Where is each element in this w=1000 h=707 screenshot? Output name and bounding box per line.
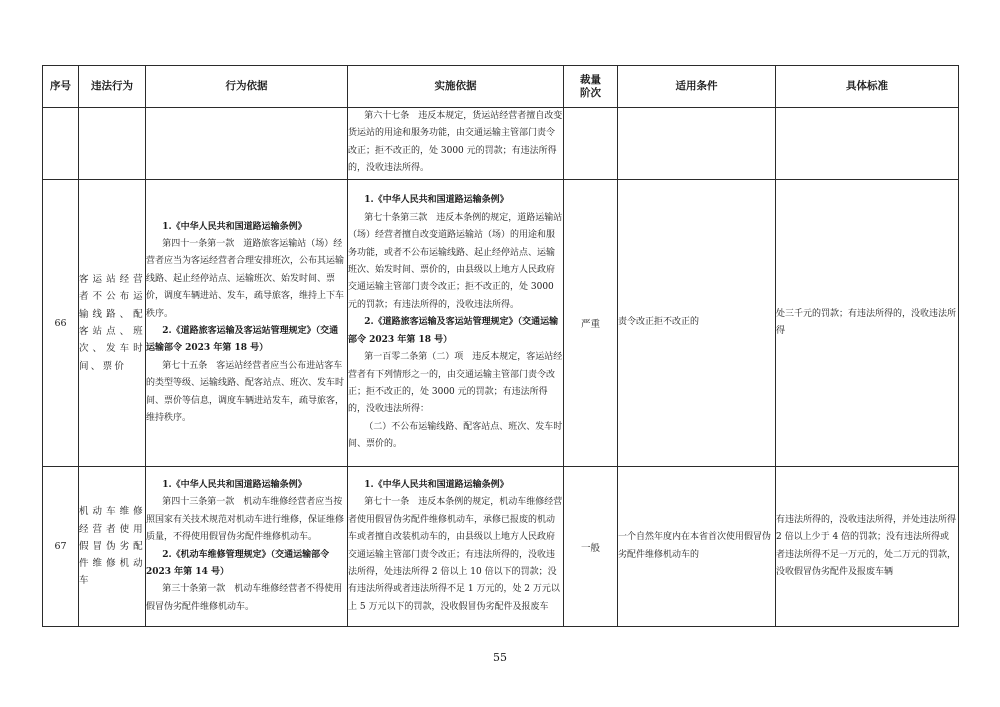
- table-row: [43, 180, 959, 467]
- basis-paragraph: 2.《道路旅客运输及客运站管理规定》（交通运输部令 2023 年第 18 号）: [146, 326, 339, 354]
- impl-paragraph: 1.《中华人民共和国道路运输条例》: [364, 479, 509, 490]
- cell-discretion: [564, 108, 618, 180]
- impl-paragraph: 第七十条第三款 违反本条例的规定，道路运输站（场）经营者擅自改变道路运输站（场）的用途和服务功能，或者不公布运输线路、起止经停站点、运输班次、始发时间、票价的，由县级以上地方人民政府交通运输主管部门责令改正；拒不改正的，处 3000 元的罚款；有违法所得的，没收违法所得。: [348, 212, 563, 310]
- cell-basis: [146, 180, 348, 467]
- header-impl: 实施依据: [348, 66, 564, 108]
- cell-impl: [348, 467, 564, 627]
- cell-basis: [146, 108, 348, 180]
- cell-basis: [146, 467, 348, 627]
- header-violation: 违法行为: [79, 66, 146, 108]
- cell-standard: [776, 108, 959, 180]
- cell-discretion: 严重: [564, 180, 618, 467]
- cell-impl: [348, 108, 564, 180]
- basis-paragraph: 1.《中华人民共和国道路运输条例》: [162, 479, 307, 490]
- basis-paragraph: 第七十五条 客运站经营者应当公布进站客车的类型等级、运输线路、配客站点、班次、发车时间、票价等信息，调度车辆进站发车，疏导旅客，维持秩序。: [146, 360, 345, 424]
- impl-paragraph: 第七十一条 违反本条例的规定，机动车维修经营者使用假冒伪劣配件维修机动车，承修已报废的机动车或者擅自改装机动车的，由县级以上地方人民政府交通运输主管部门责令改正；有违法所得的，没收违法所得，处违法所得 2 倍以上 10 倍以下的罚款；没有违法所得或者违法所得不足 1 万元的，处 2 万元以上 5 万元以下的罚款，没收假冒伪劣配件及报废车: [348, 497, 563, 612]
- cell-standard: 有违法所得的，没收违法所得，并处违法所得 2 倍以上少于 4 倍的罚款；没有违法所得或者违法所得不足一万元的，处二万元的罚款，没收假冒伪劣配件及报废车辆: [776, 467, 959, 627]
- cell-condition: 责令改正拒不改正的: [618, 180, 776, 467]
- cell-seq: 66: [43, 180, 79, 467]
- cell-condition: [618, 108, 776, 180]
- cell-violation: [79, 108, 146, 180]
- regulation-table: [42, 65, 959, 627]
- header-basis: 行为依据: [146, 66, 348, 108]
- cell-seq: 67: [43, 467, 79, 627]
- basis-paragraph: 第四十三条第一款 机动车维修经营者应当按照国家有关技术规范对机动车进行维修，保证维修质量，不得使用假冒伪劣配件维修机动车。: [146, 497, 345, 543]
- cell-discretion: 一般: [564, 467, 618, 627]
- basis-paragraph: 第四十一条第一款 道路旅客运输站（场）经营者应当为客运经营者合理安排班次，公布其运输线路、起止经停站点、运输班次、始发时间、票价，调度车辆进站、发车，疏导旅客，维持上下车秩序。: [146, 238, 345, 319]
- table-row: [43, 108, 959, 180]
- header-row: [43, 66, 959, 108]
- cell-impl: [348, 180, 564, 467]
- basis-paragraph: 第三十条第一款 机动车维修经营者不得使用假冒伪劣配件维修机动车。: [146, 584, 343, 612]
- basis-paragraph: 2.《机动车维修管理规定》（交通运输部令 2023 年第 14 号）: [146, 549, 330, 577]
- header-standard: 具体标准: [776, 66, 959, 108]
- cell-violation: 机动车维修经营者使用假冒伪劣配件维修机动车: [79, 467, 146, 627]
- basis-paragraph: 1.《中华人民共和国道路运输条例》: [162, 221, 307, 232]
- impl-paragraph: 2.《道路旅客运输及客运站管理规定》（交通运输部令 2023 年第 18 号）: [348, 317, 559, 345]
- cell-standard: 处三千元的罚款；有违法所得的，没收违法所得: [776, 180, 959, 467]
- cell-condition: 一个自然年度内在本省首次使用假冒伪劣配件维修机动车的: [618, 467, 776, 627]
- impl-paragraph: 第一百零二条第（二）项 违反本规定，客运站经营者有下列情形之一的，由交通运输主管部门责令改正；拒不改正的，处 3000 元的罚款；有违法所得的，没收违法所得：: [348, 352, 563, 415]
- cell-violation: 客运站经营者不公布运输线路、配客站点、班次、发车时间、票价: [79, 180, 146, 467]
- impl-paragraph: 1.《中华人民共和国道路运输条例》: [364, 195, 509, 206]
- impl-paragraph: （二）不公布运输线路、配客站点、班次、发车时间、票价的。: [348, 421, 563, 450]
- header-seq: 序号: [43, 66, 79, 108]
- cell-seq: [43, 108, 79, 180]
- header-condition: 适用条件: [618, 66, 776, 108]
- page-number: 55: [493, 651, 507, 664]
- impl-paragraph: 第六十七条 违反本规定，货运站经营者擅自改变货运站的用途和服务功能，由交通运输主管部门责令改正；拒不改正的，处 3000 元的罚款；有违法所得的，没收违法所得。: [348, 111, 563, 174]
- table-row: [43, 467, 959, 627]
- header-discretion: 裁量阶次: [564, 66, 618, 108]
